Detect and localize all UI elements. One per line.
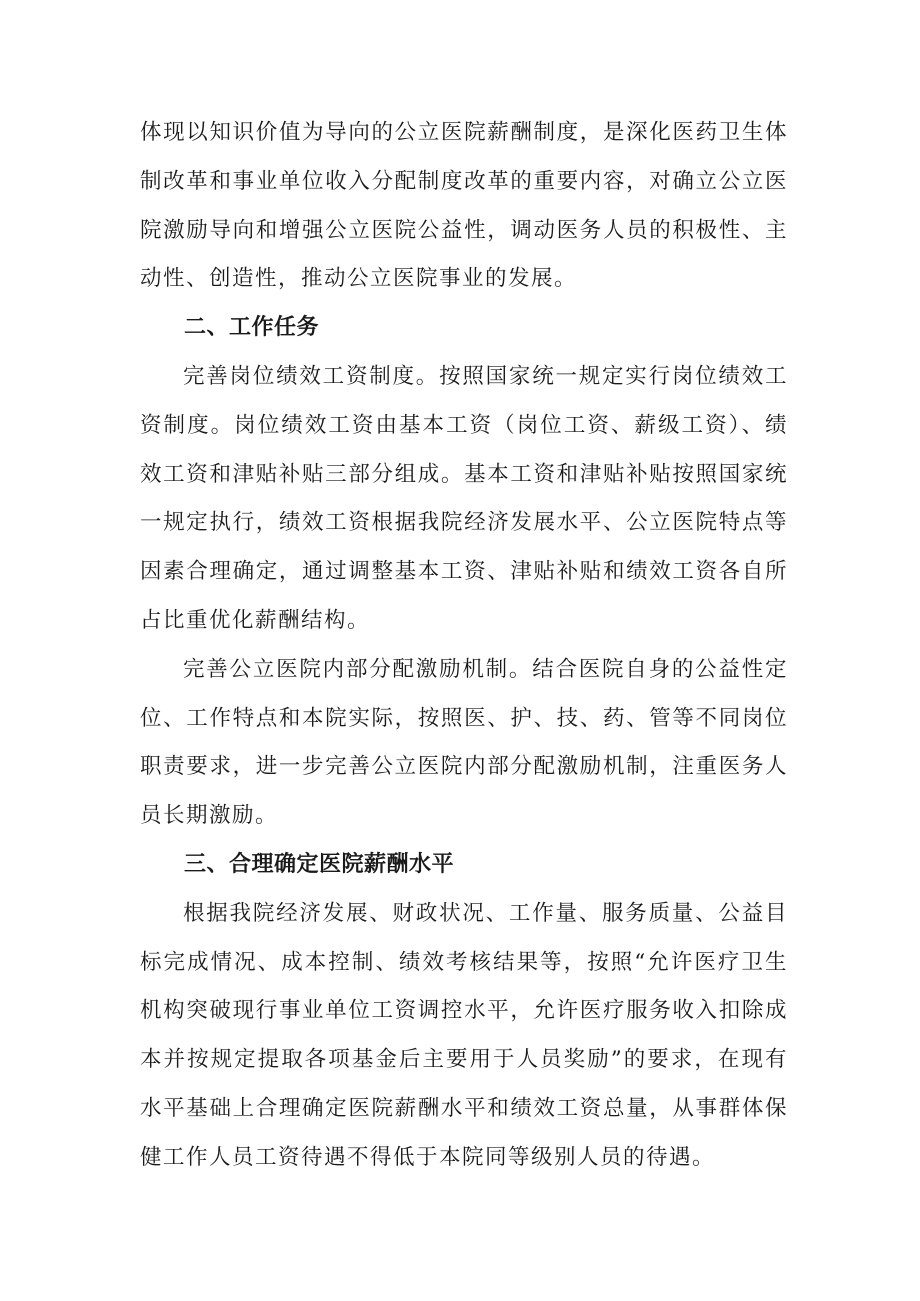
document-body xyxy=(140,109,788,1183)
paragraph-salary-level: 根据我院经济发展、财政状况、工作量、服务质量、公益目标完成情况、成本控制、绩效考核结果等，按照“允许医疗卫生机构突破现行事业单位工资调控水平，允许医疗服务收入扣除成本并按规定提取各项基金后主要用于人员奖励”的要求，在现有水平基础上合理确定医院薪酬水平和绩效工资总量，从事群体保健工作人员工资待遇不得低于本院同等级别人员的待遇。 xyxy=(140,900,788,1170)
paragraph-incentive-mechanism: 完善公立医院内部分配激励机制。结合医院自身的公益性定位、工作特点和本院实际，按照医、护、技、药、管等不同岗位职责要求，进一步完善公立医院内部分配激励机制，注重医务人员长期激励。 xyxy=(140,656,788,829)
section-heading-salary-level: 三、合理确定医院薪酬水平 xyxy=(184,851,455,877)
paragraph-performance-salary: 完善岗位绩效工资制度。按照国家统一规定实行岗位绩效工资制度。岗位绩效工资由基本工资（岗位工资、薪级工资）、绩效工资和津贴补贴三部分组成。基本工资和津贴补贴按照国家统一规定执行，绩效工资根据我院经济发展水平、公立医院特点等因素合理确定，通过调整基本工资、津贴补贴和绩效工资各自所占比重优化薪酬结构。 xyxy=(140,363,788,633)
section-heading-work-tasks: 二、工作任务 xyxy=(184,315,320,341)
paragraph-intro: 体现以知识价值为导向的公立医院薪酬制度，是深化医药卫生体制改革和事业单位收入分配制度改革的重要内容，对确立公立医院激励导向和增强公立医院公益性，调动医务人员的积极性、主动性、创造性，推动公立医院事业的发展。 xyxy=(140,120,788,292)
